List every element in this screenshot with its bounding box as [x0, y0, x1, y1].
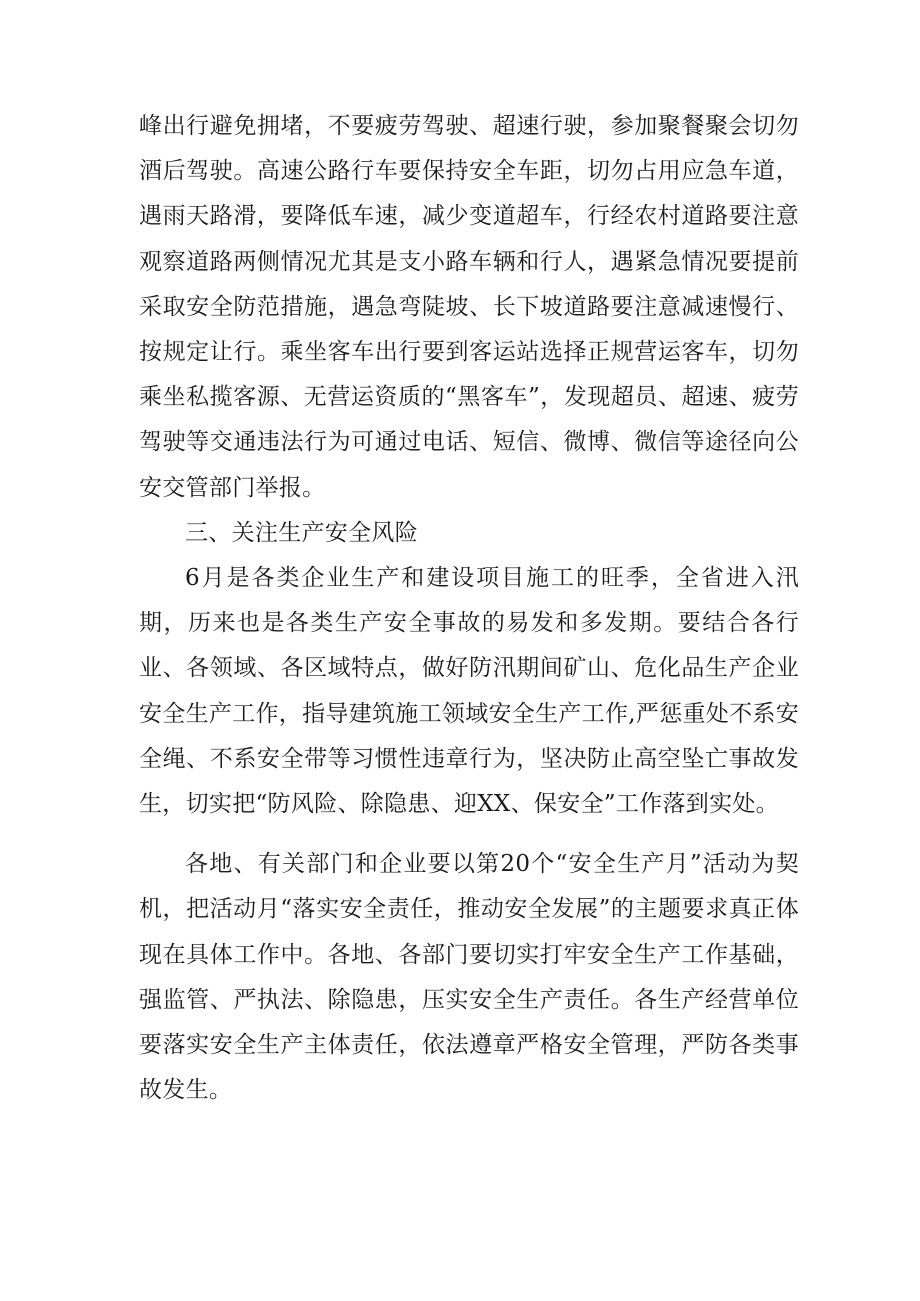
paragraph-safety-month: 各地、有关部门和企业要以第20个“安全生产月”活动为契机，把活动月“落实安全责任，推动安全发展”的主题要求真正体现在具体工作中。各地、各部门要切实打牢安全生产工作基础，强监管、严执法、除隐患，压实安全生产责任。各生产经营单位要落实安全生产主体责任，依法遵章严格安全管理，严防各类事故发生。 [139, 851, 799, 1104]
paragraph-production-risk: 6月是各类企业生产和建设项目施工的旺季，全省进入汛期，历来也是各类生产安全事故的易发和多发期。要结合各行业、各领域、各区域特点，做好防汛期间矿山、危化品生产企业安全生产工作，指导建筑施工领域安全生产工作,严惩重处不系安全绳、不系安全带等习惯性违章行为，坚决防止高空坠亡事故发生，切实把“防风险、除隐患、迎XX、保安全”工作落到实处。 [139, 565, 800, 818]
section-heading-production-safety: 三、关注生产安全风险 [185, 519, 418, 546]
document-body [139, 104, 799, 1113]
paragraph-traffic-safety: 峰出行避免拥堵，不要疲劳驾驶、超速行驶，参加聚餐聚会切勿酒后驾驶。高速公路行车要保持安全车距，切勿占用应急车道，遇雨天路滑，要降低车速，减少变道超车，行经农村道路要注意观察道路两侧情况尤其是支小路车辆和行人，遇紧急情况要提前采取安全防范措施，遇急弯陡坡、长下坡道路要注意减速慢行、按规定让行。乘坐客车出行要到客运站选择正规营运客车，切勿乘坐私揽客源、无营运资质的“黑客车”，发现超员、超速、疲劳驾驶等交通违法行为可通过电话、短信、微博、微信等途径向公安交管部门举报。 [139, 113, 799, 501]
